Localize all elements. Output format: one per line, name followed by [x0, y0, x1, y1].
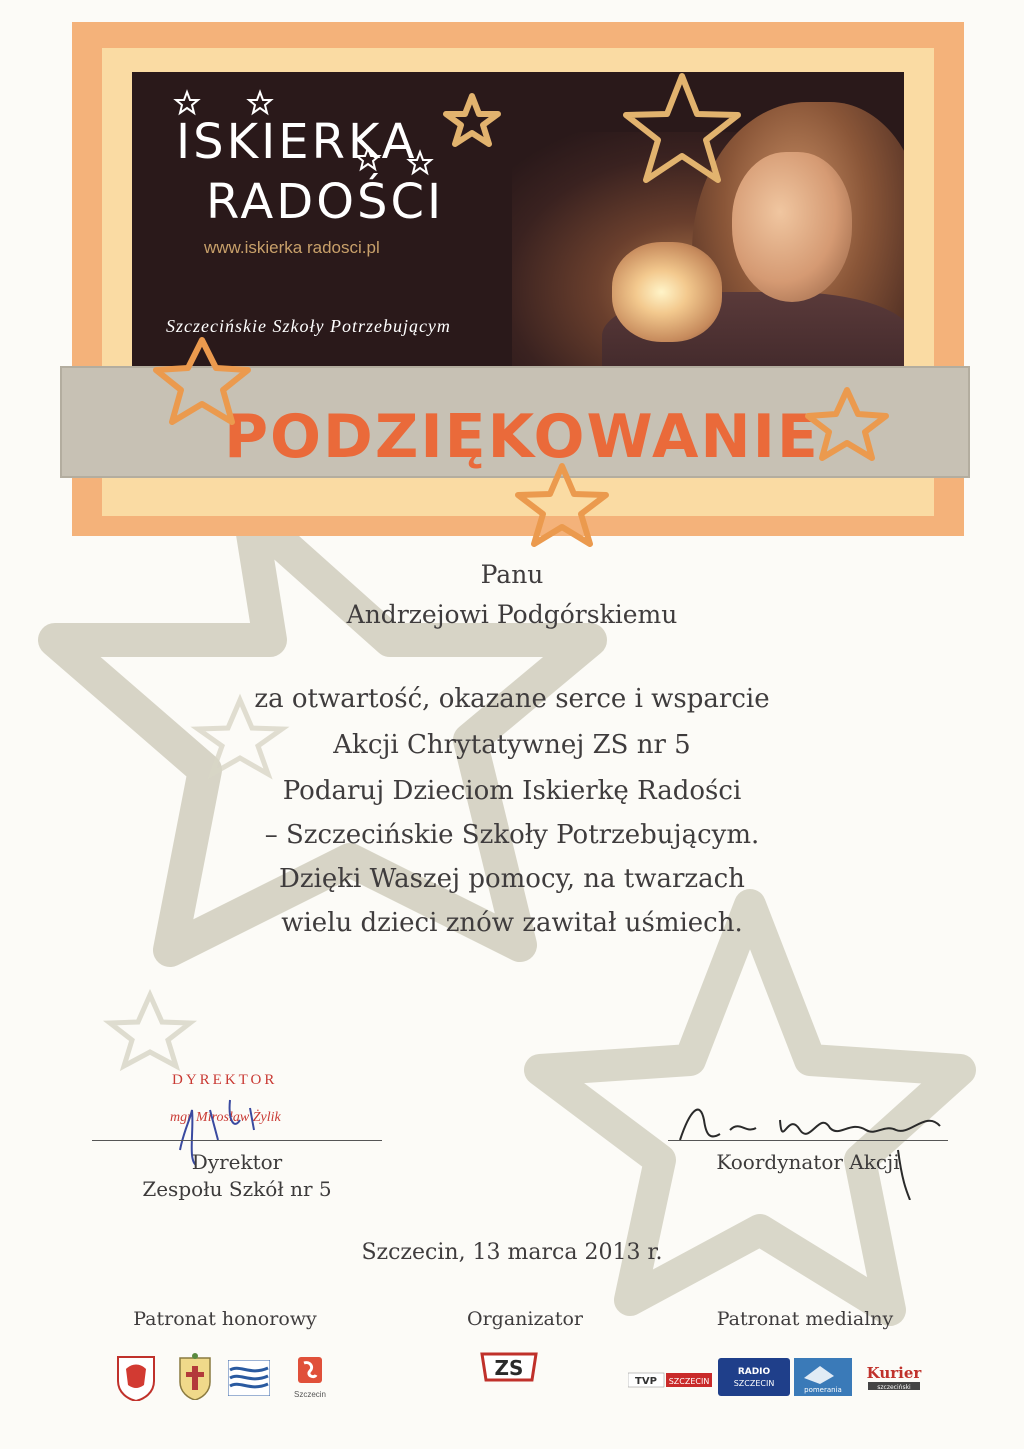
radio-text: RADIO	[737, 1367, 771, 1377]
star-icon	[357, 148, 379, 169]
kurier-logo-icon	[864, 1362, 924, 1392]
kurier-sub-text: szczeciński	[877, 1384, 911, 1391]
star-icon	[156, 340, 248, 422]
radio-szczecin-text: SZCZECIN	[733, 1379, 775, 1388]
star-icon	[626, 76, 738, 180]
logo-title-line-1: ISKIERKA	[176, 114, 418, 170]
zs-logo-text: ZS	[494, 1356, 524, 1380]
tvp-szczecin-text: SZCZECIN	[668, 1377, 710, 1386]
signature-line-left	[92, 1140, 382, 1141]
message-line: za otwartość, okazane serce i wsparcie	[254, 684, 770, 714]
message-line: – Szczecińskie Szkoły Potrzebującym.	[264, 820, 760, 850]
right-signer-role: Koordynator Akcji	[716, 1150, 900, 1174]
message-line: wielu dzieci znów zawitał uśmiech.	[281, 908, 743, 938]
media-patronage-title: Patronat medialny	[716, 1308, 894, 1330]
star-icon	[446, 96, 498, 144]
city-icon	[290, 1355, 330, 1401]
star-icon	[409, 152, 431, 173]
coordinator-signature	[670, 1090, 970, 1200]
city-logo-text: Szczecin	[293, 1390, 327, 1399]
director-stamp-title: DYREKTOR	[172, 1072, 278, 1088]
pomerania-text: pomerania	[804, 1386, 842, 1394]
star-icon	[808, 390, 886, 458]
logo-title-line-2: RADOŚCI	[206, 174, 445, 230]
header-banner	[72, 22, 964, 536]
signature-line-right	[668, 1140, 948, 1141]
honorary-patronage-title: Patronat honorowy	[133, 1308, 317, 1330]
message-line: Podaruj Dzieciom Iskierkę Radości	[282, 776, 742, 806]
message-line: Akcji Chrytatywnej ZS nr 5	[333, 730, 691, 760]
banner-stars	[72, 22, 964, 582]
zs-logo-icon	[478, 1350, 540, 1384]
diocese-icon	[172, 1352, 218, 1400]
wave-icon	[228, 1360, 270, 1396]
star-icon	[518, 466, 606, 544]
star-icon	[176, 92, 198, 113]
crest-icon	[116, 1355, 156, 1401]
kurier-text: Kurier	[866, 1364, 922, 1382]
star-icon	[249, 92, 271, 113]
left-signer-role-line-1: Dyrektor	[191, 1150, 283, 1174]
director-stamp-name: mgr Mirosław Żylik	[170, 1110, 281, 1125]
message-line: Dzięki Waszej pomocy, na twarzach	[279, 864, 745, 894]
radio-logo-icon	[718, 1358, 790, 1396]
banner-tagline: Szczecińskie Szkoły Potrzebującym	[166, 316, 451, 336]
certificate-title: PODZIĘKOWANIE	[224, 402, 820, 472]
tvp-logo-icon	[628, 1370, 712, 1390]
pomerania-logo-icon	[794, 1358, 852, 1396]
small-star-watermark	[110, 995, 190, 1066]
place-and-date: Szczecin, 13 marca 2013 r.	[361, 1240, 663, 1265]
logo-url: www.iskierka radosci.pl	[204, 238, 380, 257]
salutation: Panu	[480, 560, 544, 589]
recipient-name: Andrzejowi Podgórskiemu	[346, 600, 678, 629]
left-signer-role-line-2: Zespołu Szkół nr 5	[142, 1177, 332, 1201]
organizer-title: Organizator	[467, 1308, 583, 1330]
tvp-text: TVP	[635, 1376, 657, 1387]
